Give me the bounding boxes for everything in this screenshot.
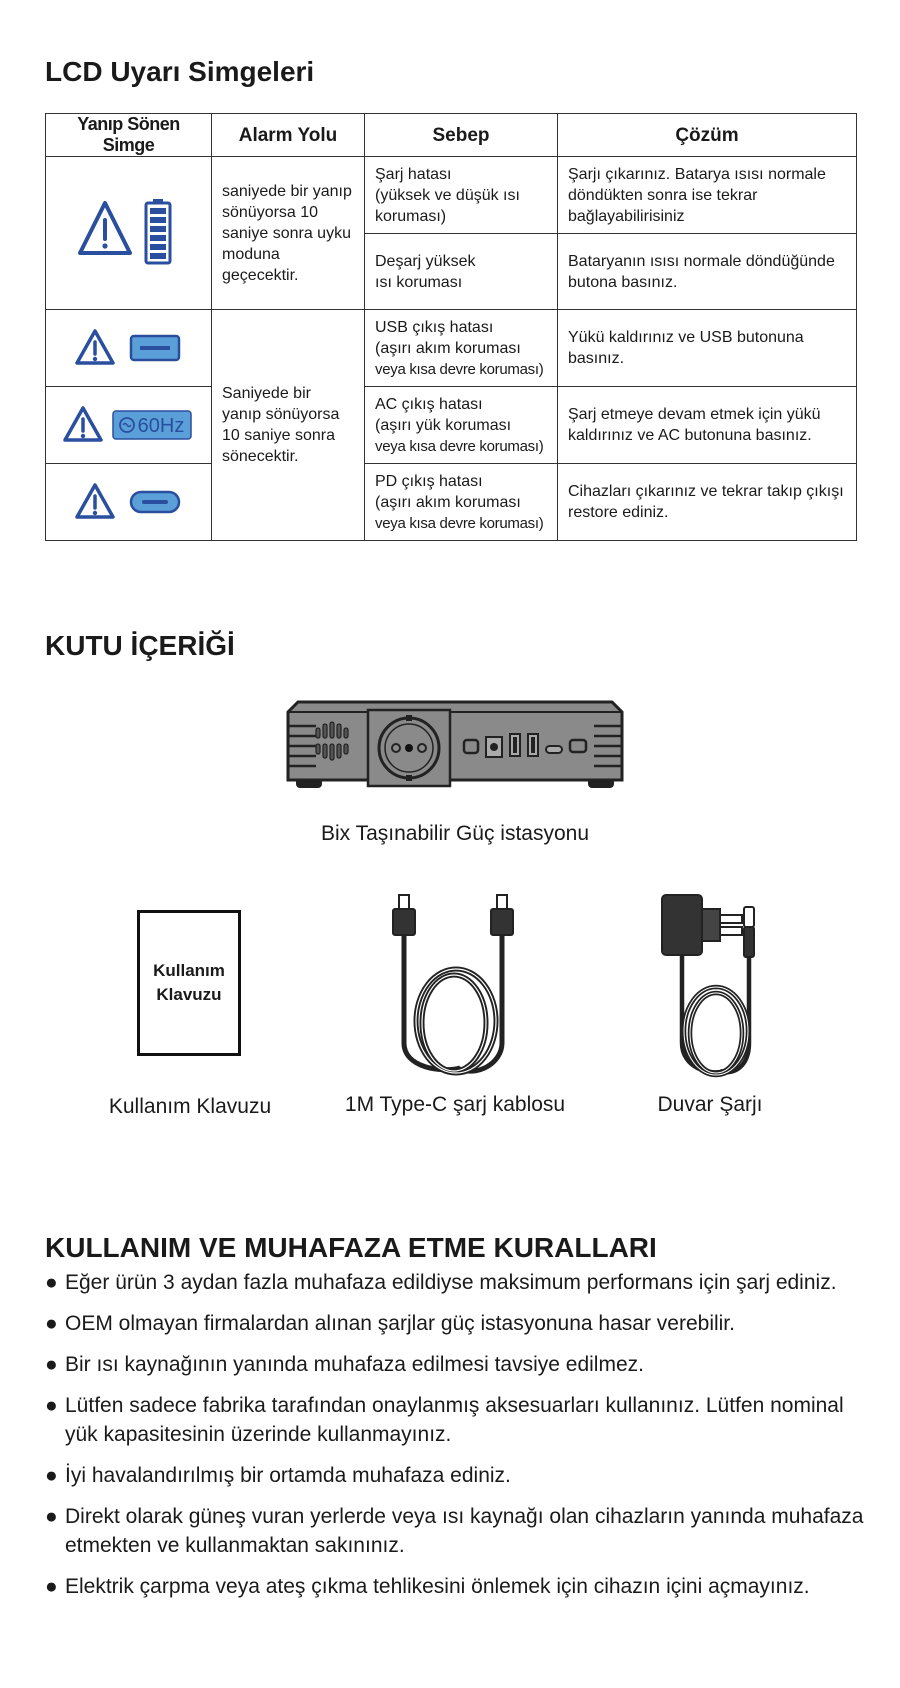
station-caption: Bix Taşınabilir Güç istasyonu <box>320 822 590 845</box>
cause-cell <box>365 387 558 464</box>
cause-line: AC çıkış hatası <box>375 395 483 413</box>
cause-cell <box>365 234 558 310</box>
solution-cell: Yükü kaldırınız ve USB butonuna basınız. <box>558 310 857 387</box>
warning-usb-icon <box>74 328 184 368</box>
wall-charger-illustration <box>660 893 770 1083</box>
rules-section-title: KULLANIM VE MUHAFAZA ETME KURALLARI <box>45 1232 657 1263</box>
bullet: ● <box>45 1394 58 1417</box>
power-station-illustration <box>280 700 630 792</box>
rule-text: OEM olmayan firmalardan alınan şarjlar güç istasyonuna hasar verebilir. <box>65 1312 735 1335</box>
cause-cell <box>365 310 558 387</box>
header-alarm: Alarm Yolu <box>212 114 365 157</box>
cause-line: (aşırı yük koruması <box>375 416 512 434</box>
manual-caption: Kullanım Klavuzu <box>108 1095 272 1118</box>
cause-line: USB çıkış hatası <box>375 318 494 336</box>
rule-text: İyi havalandırılmış bir ortamda muhafaza ediniz. <box>65 1464 511 1487</box>
warning-battery-icon <box>74 197 184 269</box>
bullet: ● <box>45 1464 58 1487</box>
icon-cell-battery <box>46 157 212 310</box>
icon-cell-ac <box>46 387 212 464</box>
table-row <box>46 310 857 387</box>
table-row <box>46 157 857 234</box>
cause-line: (aşırı akım koruması <box>375 493 521 511</box>
list-item <box>45 1268 865 1297</box>
cause-cell <box>365 157 558 234</box>
rule-text: Bir ısı kaynağının yanında muhafaza edilmesi tavsiye edilmez. <box>65 1353 644 1376</box>
rules-list <box>45 1268 865 1613</box>
bullet: ● <box>45 1505 58 1528</box>
header-icon: Yanıp Sönen Simge <box>46 114 212 157</box>
box-section-title: KUTU İÇERİĞİ <box>45 630 235 661</box>
bullet: ● <box>45 1353 58 1376</box>
alarm-cell-2: Saniyede bir yanıp sönüyorsa 10 saniye sonra sönecektir. <box>212 310 365 541</box>
typec-cable-illustration <box>382 893 532 1083</box>
cause-line: ısı koruması <box>375 273 463 291</box>
list-item <box>45 1572 865 1601</box>
list-item <box>45 1350 865 1379</box>
icon-cell-usb <box>46 310 212 387</box>
table-header-row <box>46 114 857 157</box>
cause-line: PD çıkış hatası <box>375 472 483 490</box>
cause-cell <box>365 464 558 541</box>
bullet: ● <box>45 1271 58 1294</box>
header-solution: Çözüm <box>558 114 857 157</box>
cause-line: (yüksek ve düşük ısı koruması) <box>375 186 520 225</box>
manual-booklet <box>137 910 241 1056</box>
alarm-cell-1: saniyede bir yanıp sönüyorsa 10 saniye sonra uyku moduna geçecektir. <box>212 157 365 310</box>
solution-cell: Şarj etmeye devam etmek için yükü kaldırınız ve AC butonuna basınız. <box>558 387 857 464</box>
cause-line: Deşarj yüksek <box>375 252 476 270</box>
manual-box-label-2: Klavuzu <box>156 985 222 1004</box>
cause-line: veya kısa devre koruması) <box>375 514 544 532</box>
warning-ac-icon <box>62 405 196 445</box>
warning-typec-icon <box>74 482 184 522</box>
lcd-warning-table <box>45 113 857 541</box>
header-cause: Sebep <box>365 114 558 157</box>
cable-caption: 1M Type-C şarj kablosu <box>344 1093 566 1116</box>
list-item <box>45 1461 865 1490</box>
solution-cell: Şarjı çıkarınız. Batarya ısısı normale döndükten sonra ise tekrar bağlayabilirisiniz <box>558 157 857 234</box>
solution-cell: Bataryanın ısısı normale döndüğünde butona basınız. <box>558 234 857 310</box>
rule-text: Elektrik çarpma veya ateş çıkma tehlikesini önlemek için cihazın içini açmayınız. <box>65 1575 810 1598</box>
table-row <box>46 464 857 541</box>
list-item <box>45 1502 865 1560</box>
solution-cell: Cihazları çıkarınız ve tekrar takıp çıkışı restore ediniz. <box>558 464 857 541</box>
list-item <box>45 1391 865 1449</box>
table-row <box>46 387 857 464</box>
rule-text: Lütfen sadece fabrika tarafından onaylanmış aksesuarları kullanınız. Lütfen nominal yük kapasitesinin üzerinde kullanmayınız. <box>65 1394 844 1446</box>
rule-text: Eğer ürün 3 aydan fazla muhafaza edildiyse maksimum performans için şarj ediniz. <box>65 1271 837 1294</box>
cause-line: veya kısa devre koruması) <box>375 360 544 378</box>
cause-line: veya kısa devre koruması) <box>375 437 544 455</box>
ac-frequency-text: 60Hz <box>137 415 184 437</box>
cause-line: (aşırı akım koruması <box>375 339 521 357</box>
manual-box-label-1: Kullanım <box>153 961 225 980</box>
cause-line: Şarj hatası <box>375 165 452 183</box>
bullet: ● <box>45 1575 58 1598</box>
rule-text: Direkt olarak güneş vuran yerlerde veya ısı kaynağı olan cihazların yanında muhafaza etmekten ve kullanmaktan sakınınız. <box>65 1505 864 1557</box>
list-item <box>45 1309 865 1338</box>
charger-caption: Duvar Şarjı <box>657 1093 763 1116</box>
icon-cell-typec <box>46 464 212 541</box>
lcd-section-title: LCD Uyarı Simgeleri <box>45 56 315 87</box>
bullet: ● <box>45 1312 58 1335</box>
